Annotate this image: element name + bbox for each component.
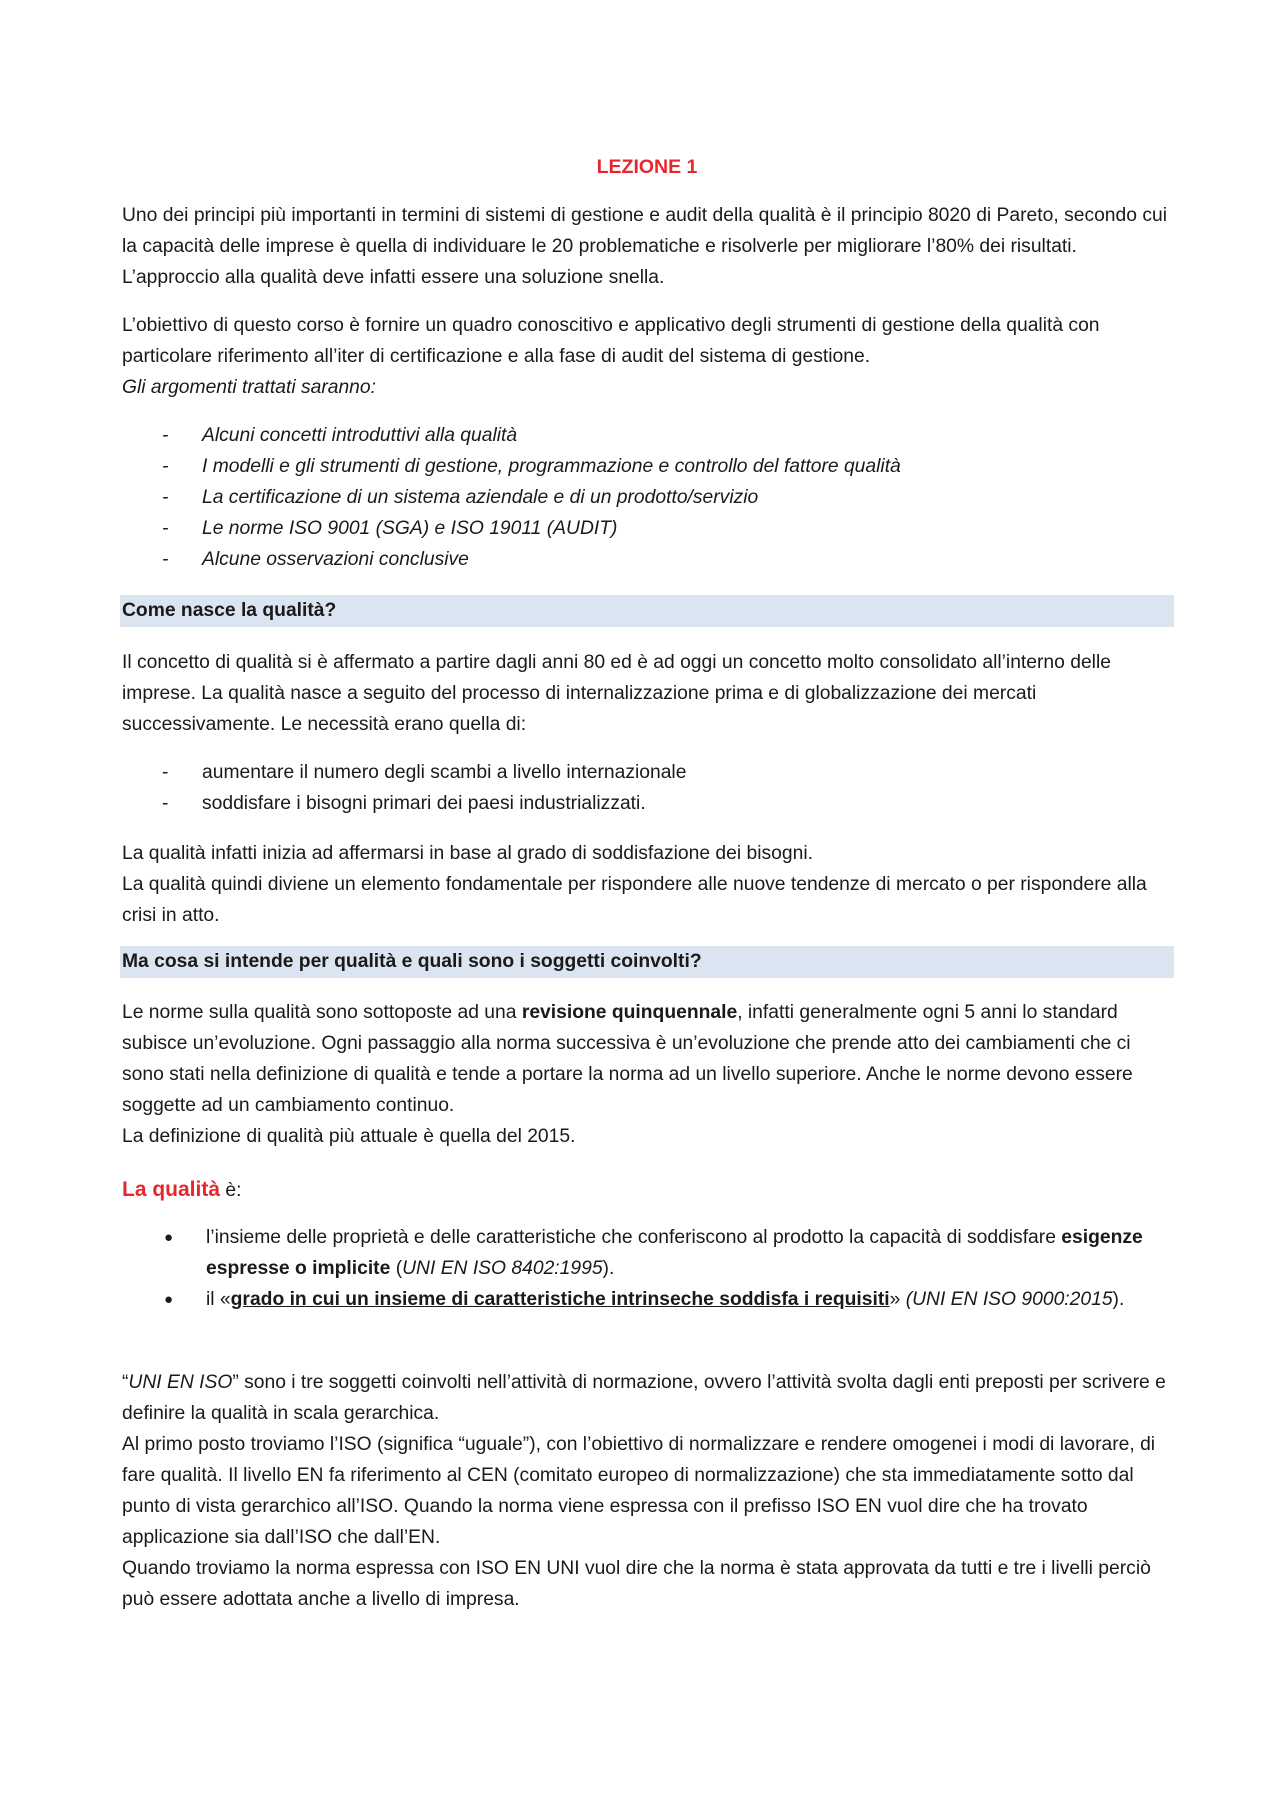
list-item: - Alcuni concetti introduttivi alla qualità (162, 425, 518, 446)
section-heading-definition: Ma cosa si intende per qualità e quali sono i soggetti coinvolti? (120, 946, 1174, 978)
intro-paragraph-1: Uno dei principi più importanti in termini di sistemi di gestione e audit della qualità è il principio 8020 di Pareto, secondo cui la capacità delle imprese è quella di individuare le 20 problematiche e risolverle per migliorare l’80% dei risultati. L’approccio alla qualità deve infatti essere una soluzione snella. (122, 205, 1167, 288)
quality-heading: La qualità è: (122, 1178, 242, 1201)
list-item: - I modelli e gli strumenti di gestione, programmazione e controllo del fattore qualità (162, 456, 901, 477)
lesson-title: LEZIONE 1 (596, 156, 698, 178)
list-item: - La certificazione di un sistema aziendale e di un prodotto/servizio (162, 487, 759, 508)
list-item: ● l’insieme delle proprietà e delle caratteristiche che conferiscono al prodotto la capacità di soddisfare esigenze espresse o implicite (UNI EN ISO 8402:1995). (164, 1227, 1143, 1279)
section-heading-origin: Come nasce la qualità? (120, 595, 1174, 627)
definition-paragraph-1: Le norme sulla qualità sono sottoposte ad una revisione quinquennale, infatti generalmente ogni 5 anni lo standard subisce un’evoluzione. Ogni passaggio alla norma successiva è un’evoluzione che prende atto dei cambiamenti che ci sono stati nella definizione di qualità e tende a portare la norma ad un livello superiore. Anche le norme devono essere soggette ad un cambiamento continuo. La definizione di qualità più attuale è quella del 2015. (122, 1002, 1133, 1147)
origin-paragraph-1: Il concetto di qualità si è affermato a partire dagli anni 80 ed è ad oggi un concetto molto consolidato all’interno delle imprese. La qualità nasce a seguito del processo di internalizzazione prima e di globalizzazione dei mercati successivamente. Le necessità erano quella di: (122, 652, 1111, 735)
origin-paragraph-2: La qualità infatti inizia ad affermarsi in base al grado di soddisfazione dei bisogni. La qualità quindi diviene un elemento fondamentale per rispondere alle nuove tendenze di mercato o per rispondere alla crisi in atto. (122, 843, 1147, 926)
list-item: - soddisfare i bisogni primari dei paesi industrializzati. (162, 793, 646, 814)
topics-list (122, 420, 1172, 575)
topics-heading: Gli argomenti trattati saranno: (122, 377, 376, 398)
list-item: - Le norme ISO 9001 (SGA) e ISO 19011 (AUDIT) (162, 518, 618, 539)
definition-paragraph-2: “UNI EN ISO” sono i tre soggetti coinvolti nell’attività di normazione, ovvero l’attività svolta dagli enti preposti per scrivere e definire la qualità in scala gerarchica. Al primo posto troviamo l’ISO (significa “uguale”), con l’obiettivo di normalizzare e rendere omogenei i modi di lavorare, di fare qualità. Il livello EN fa riferimento al CEN (comitato europeo di normalizzazione) che sta immediatamente sotto dal punto di vista gerarchico all’ISO. Quando la norma viene espressa con il prefisso ISO EN vuol dire che ha trovato applicazione sia dall’ISO che dall’EN. Quando troviamo la norma espressa con ISO EN UNI vuol dire che la norma è stata approvata da tutti e tre i livelli perciò può essere adottata anche a livello di impresa. (122, 1372, 1166, 1610)
list-item: - Alcune osservazioni conclusive (162, 549, 469, 570)
list-item: ● il «grado in cui un insieme di caratteristiche intrinseche soddisfa i requisiti» (UNI EN ISO 9000:2015). (164, 1289, 1125, 1310)
list-item: - aumentare il numero degli scambi a livello internazionale (162, 762, 687, 783)
definitions-list (122, 1222, 1172, 1315)
intro-paragraph-2: L’obiettivo di questo corso è fornire un quadro conoscitivo e applicativo degli strumenti di gestione della qualità con particolare riferimento all’iter di certificazione e alla fase di audit del sistema di gestione. Gli argomenti trattati saranno: (122, 315, 1100, 398)
needs-list (122, 757, 1172, 819)
